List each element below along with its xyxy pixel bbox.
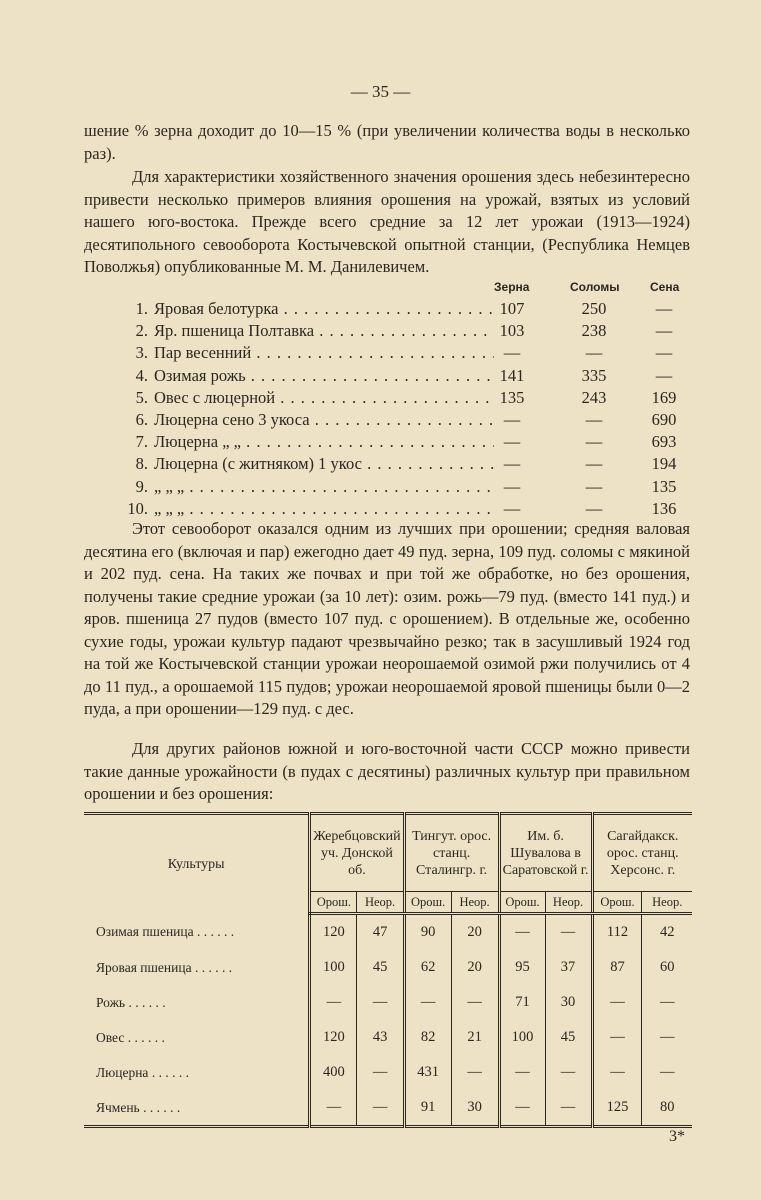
table-cell-value: 42 [642,914,692,951]
rotation-row-number: 9. [135,476,148,496]
rotation-row [84,476,690,498]
table-cell-value: 45 [545,1020,592,1055]
table-cell-value: 91 [404,1090,451,1127]
rotation-row-hay: 194 [651,454,677,474]
rotation-row-hay: 690 [651,409,677,429]
table-cell-value: 87 [592,950,642,985]
rotation-row-crop: Люцерна сено 3 укоса . . . [154,409,494,431]
table-cell-value: 20 [451,950,499,985]
table-cell-value: 82 [404,1020,451,1055]
rotation-row-hay: — [655,299,673,318]
table-cell-crop: Рожь . . . . . . [96,994,166,1010]
table-cell-value: — [642,985,692,1020]
table-cell-value: 100 [499,1020,545,1055]
table-header-station-2: Тингут. орос. станц. Сталингр. г. [404,814,499,892]
sub-header-nonirrigated: Неор. [642,892,692,914]
sub-header-nonirrigated: Неор. [357,892,404,914]
table-row [84,1055,692,1090]
table-cell-value: 30 [545,985,592,1020]
rotation-row-number: 1. [135,299,148,318]
table-cell-value: — [310,985,357,1020]
paragraph-3 [84,518,690,721]
rotation-row [84,431,690,453]
table-row [84,1020,692,1055]
rotation-row-crop: Овес с люцерной . . . [154,387,494,409]
rotation-row [84,342,690,364]
table-cell-value: 45 [357,950,404,985]
table-cell-crop: Озимая пшеница . . . . . . [96,923,235,939]
header-straw: Соломы [570,280,620,294]
rotation-row-straw: — [585,432,603,452]
rotation-row-number: 4. [135,365,148,385]
rotation-row-straw: — [585,498,603,518]
paragraph-2 [84,166,690,279]
yield-table-body [84,914,692,1127]
rotation-row-number: 7. [135,432,148,452]
rotation-row-crop: Яр. пшеница Полтавка . . . [154,320,494,342]
sub-header-irrigated: Орош. [310,892,357,914]
rotation-row-grain: 141 [499,365,525,385]
rotation-row-number: 10. [127,498,148,518]
table-cell-value: 125 [592,1090,642,1127]
table-cell-value: 120 [310,914,357,951]
table-cell-value: 43 [357,1020,404,1055]
table-cell-value: 90 [404,914,451,951]
table-cell-value: — [545,1090,592,1127]
rotation-row-hay: 136 [651,498,677,518]
table-cell-value: — [451,1055,499,1090]
rotation-row-hay: 693 [651,432,677,452]
rotation-row-hay: — [655,365,673,385]
rotation-row [84,320,690,342]
rotation-row-grain: — [503,409,521,429]
table-cell-value: — [592,1055,642,1090]
crop-rotation-rows [84,298,690,520]
rotation-row-grain: — [503,454,521,474]
rotation-row-crop: Яровая белотурка . . . [154,298,494,320]
rotation-row-straw: 243 [581,387,607,407]
crop-rotation-header [84,276,690,298]
table-cell-value: — [592,985,642,1020]
sub-header-nonirrigated: Неор. [545,892,592,914]
header-grain: Зерна [494,280,530,294]
rotation-row-number: 8. [135,454,148,474]
table-cell-value: 47 [357,914,404,951]
rotation-row-crop: Пар весенний . . . [154,342,494,364]
rotation-row-grain: — [503,476,521,496]
table-cell-value: 20 [451,914,499,951]
table-cell-value: 37 [545,950,592,985]
table-cell-value: 30 [451,1090,499,1127]
table-cell-value: 120 [310,1020,357,1055]
table-cell-value: 112 [592,914,642,951]
rotation-row-straw: 238 [581,321,607,341]
table-row [84,914,692,951]
table-cell-value: — [404,985,451,1020]
paragraph-4-text: Для других районов южной и юго-восточной части СССР можно привести такие данные урожайности (в пудах с десятины) различных культур при правильном орошении и без орошения: [84,739,690,803]
rotation-row-grain: 107 [499,299,525,318]
rotation-row [84,498,690,520]
table-cell-value: — [499,1090,545,1127]
table-cell-value: — [357,985,404,1020]
table-cell-value: 71 [499,985,545,1020]
table-cell-value: 21 [451,1020,499,1055]
signature-mark: 3* [669,1128,685,1145]
table-cell-value: — [310,1090,357,1127]
rotation-row-straw: — [585,343,603,363]
rotation-row-number: 6. [135,409,148,429]
rotation-row [84,365,690,387]
table-cell-value: — [642,1020,692,1055]
rotation-row [84,387,690,409]
table-cell-value: 100 [310,950,357,985]
table-cell-value: — [357,1055,404,1090]
rotation-row-hay: — [655,343,673,363]
rotation-row-number: 2. [135,321,148,341]
table-header-station-3: Им. б. Шувалова в Саратовской г. [499,814,592,892]
sub-header-irrigated: Орош. [404,892,451,914]
paragraph-1-text: шение % зерна доходит до 10—15 % (при увеличении количества воды в несколько раз). [84,121,690,163]
rotation-row-grain: — [503,432,521,452]
table-header-station-4: Сагайдакск. орос. станц. Херсонс. г. [592,814,692,892]
table-cell-value: — [357,1090,404,1127]
table-cell-crop: Яровая пшеница . . . . . . [96,959,233,975]
rotation-row-grain: — [503,498,521,518]
rotation-row-crop: Озимая рожь . . . [154,365,494,387]
table-cell-crop: Люцерна . . . . . . [96,1064,189,1080]
rotation-row-crop: „ „ „ . . . [154,476,494,498]
table-cell-value: 95 [499,950,545,985]
rotation-row-straw: 250 [581,299,607,318]
table-cell-value: — [499,1055,545,1090]
rotation-row-crop: Люцерна „ „ . . . [154,431,494,453]
rotation-row-straw: — [585,409,603,429]
rotation-row-number: 5. [135,387,148,407]
sub-header-irrigated: Орош. [592,892,642,914]
rotation-row-straw: — [585,454,603,474]
yield-table [84,812,692,1128]
rotation-row-grain: 103 [499,321,525,341]
rotation-row-crop: Люцерна (с житняком) 1 укос . . . [154,453,494,475]
rotation-row [84,453,690,475]
table-cell-value: — [499,914,545,951]
crop-rotation-list [84,276,690,520]
table-cell-value: — [451,985,499,1020]
table-row [84,985,692,1020]
paragraph-3-text: Этот севооборот оказался одним из лучших при орошении; средняя валовая десятина его (включая и пар) ежегодно дает 49 пуд. зерна, 109 пуд. соломы с мякиной и 202 пуд. сена. На таких же почвах и при той же обработке, но без орошения, получены такие средние урожаи (за 10 лет): озим. рожь—79 пуд. (вместо 141 пуд.) и яров. пшеница 27 пудов (вместо 107 пуд. с орошением). В отдельные же, особенно сухие годы, урожаи культур падают чрезвычайно резко; так в засушливый 1924 год на той же Костычевской станции урожаи неорошаемой озимой ржи получились от 4 до 11 пуд., а орошаемой 115 пудов; урожаи неорошаемой яровой пшеницы были 0—2 пуда, а при орошении—129 пуд. с дес. [84,519,690,718]
sub-header-irrigated: Орош. [499,892,545,914]
table-cell-value: 62 [404,950,451,985]
table-cell-value: 60 [642,950,692,985]
rotation-row-grain: 135 [499,387,525,407]
table-cell-value: — [642,1055,692,1090]
paragraph-4 [84,738,690,806]
table-cell-crop: Овес . . . . . . [96,1029,165,1045]
rotation-row-crop: „ „ „ . . . [154,498,494,520]
table-header-station-1: Жеребцовский уч. Донской об. [310,814,404,892]
header-hay: Сена [650,280,680,294]
table-cell-value: 80 [642,1090,692,1127]
table-row [84,1090,692,1127]
table-cell-value: 400 [310,1055,357,1090]
rotation-row-hay: 169 [651,387,677,407]
rotation-row-grain: — [503,343,521,363]
rotation-row [84,298,690,320]
sub-header-nonirrigated: Неор. [451,892,499,914]
rotation-row-number: 3. [135,343,148,363]
paragraph-1 [84,120,690,165]
rotation-row-hay: 135 [651,476,677,496]
table-row [84,950,692,985]
table-header-crop: Культуры [167,856,225,872]
rotation-row-straw: 335 [581,365,607,385]
paragraph-2-text: Для характеристики хозяйственного значения орошения здесь небезинтересно привести несколько примеров влияния орошения на урожай, взятых из условий нашего юго-востока. Прежде всего средние за 12 лет урожаи (1913—1924) десятипольного севооборота Костычевской опытной станции, (Республика Немцев Поволжья) опубликованные М. М. Данилевичем. [84,167,690,276]
table-cell-value: 431 [404,1055,451,1090]
table-cell-value: — [545,1055,592,1090]
rotation-row-hay: — [655,321,673,341]
table-cell-crop: Ячмень . . . . . . [96,1099,181,1115]
rotation-row [84,409,690,431]
table-cell-value: — [592,1020,642,1055]
rotation-row-straw: — [585,476,603,496]
page-number: — 35 — [350,82,411,101]
table-cell-value: — [545,914,592,951]
